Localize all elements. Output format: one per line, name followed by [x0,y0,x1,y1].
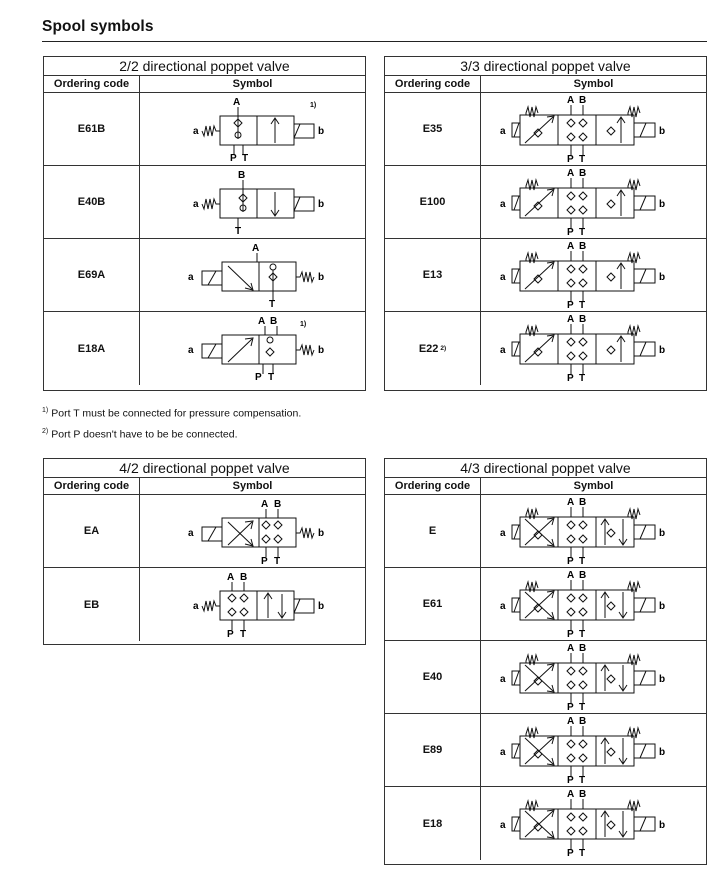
ordering-code: E18A [44,312,140,385]
table-row [44,312,365,385]
valve-symbol-e61b [140,93,365,166]
symbol-cell [140,239,365,311]
port-label-b: B [240,572,248,583]
port-label-p: P [567,556,574,567]
symbol-cell [481,641,706,713]
port-label-b: B [579,716,587,727]
port-label-t: T [579,227,586,238]
side-label-b: b [318,126,325,137]
port-label-t: T [579,556,586,567]
port-label-t: T [579,702,586,713]
side-label-a: a [500,272,506,283]
ordering-code: E35 [385,93,481,165]
column-headers [385,478,706,495]
port-label-p: P [230,153,237,164]
port-label-a: A [567,716,575,727]
valve-symbol-e61 [481,568,706,641]
port-label-a: A [261,499,269,510]
ordering-code: E [385,495,481,567]
table-4-3 [384,458,707,865]
port-label-a: A [258,316,266,327]
valve-symbol-ea [140,495,365,568]
side-label-a: a [500,126,506,137]
port-label-b: B [274,499,282,510]
port-label-b: B [579,241,587,252]
symbol-cell [140,166,365,238]
port-label-t: T [274,556,281,567]
port-label-a: A [567,570,575,581]
port-label-a: A [567,643,575,654]
port-label-a: A [227,572,235,583]
page-title: Spool symbols [42,18,154,35]
table-3-3 [384,56,707,391]
valve-symbol-e22 [481,312,706,385]
valve-symbol-e13 [481,239,706,312]
ordering-code: E18 [385,787,481,860]
valve-symbol-eb [140,568,365,641]
side-label-a: a [500,199,506,210]
port-label-t: T [579,848,586,859]
port-label-t: T [240,629,247,640]
col-ordering-code: Ordering code [44,76,140,92]
ordering-code: E69A [44,239,140,311]
table-row [385,93,706,166]
side-label-b: b [659,199,666,210]
valve-symbol-e40b [140,166,365,239]
table-row [385,312,706,385]
port-label-t: T [579,373,586,384]
footnote-2: $^{2)}$ Port P doesn't have to be be connected. [42,427,238,440]
side-label-a: a [193,126,199,137]
valve-symbol-e18 [481,787,706,860]
port-label-p: P [567,702,574,713]
footnote-mark: 1) [300,321,307,328]
port-label-p: P [567,629,574,640]
side-label-b: b [659,528,666,539]
symbol-cell [481,714,706,786]
symbol-cell [481,166,706,238]
side-label-b: b [318,528,325,539]
side-label-a: a [500,528,506,539]
port-label-p: P [227,629,234,640]
symbol-cell [481,568,706,640]
side-label-b: b [659,820,666,831]
table-row [44,93,365,166]
port-label-p: P [567,373,574,384]
col-ordering-code: Ordering code [385,76,481,92]
footnotes [42,402,301,443]
valve-symbol-e35 [481,93,706,166]
port-label-a: A [567,497,575,508]
footnote-mark: 2) [440,345,447,352]
table-row [385,239,706,312]
side-label-a: a [193,601,199,612]
port-label-t: T [579,775,586,786]
col-ordering-code: Ordering code [385,478,481,494]
ordering-code: E13 [385,239,481,311]
symbol-cell [481,93,706,165]
side-label-b: b [659,601,666,612]
table-row [44,568,365,641]
port-label-b: B [270,316,278,327]
valve-symbol-e40 [481,641,706,714]
col-ordering-code: Ordering code [44,478,140,494]
side-label-a: a [500,601,506,612]
symbol-cell [481,239,706,311]
side-label-a: a [188,272,194,283]
port-label-t: T [242,153,249,164]
ordering-code: E61 [385,568,481,640]
port-label-t: T [268,372,275,383]
symbol-cell [140,93,365,165]
ordering-code: E40B [44,166,140,238]
symbol-cell [481,787,706,860]
column-headers [44,76,365,93]
port-label-a: A [233,97,241,108]
ordering-code: E89 [385,714,481,786]
table-row [385,166,706,239]
port-label-p: P [567,154,574,165]
side-label-a: a [500,674,506,685]
side-label-b: b [318,345,325,356]
port-label-a: A [567,95,575,106]
port-label-a: A [567,789,575,800]
table-2-2 [43,56,366,391]
valve-symbol-e100 [481,166,706,239]
port-label-p: P [567,300,574,311]
port-label-p: P [261,556,268,567]
port-label-a: A [567,168,575,179]
side-label-a: a [188,345,194,356]
table-row [385,495,706,568]
side-label-b: b [659,674,666,685]
table-row [44,239,365,312]
table-row [385,641,706,714]
table-title: 2/2 directional poppet valve [44,57,365,76]
title-rule [42,41,707,42]
port-label-b: B [579,168,587,179]
port-label-b: B [579,789,587,800]
table-row [385,568,706,641]
table-title: 3/3 directional poppet valve [385,57,706,76]
port-label-a: A [567,314,575,325]
side-label-a: a [193,199,199,210]
side-label-b: b [318,272,325,283]
valve-symbol-e89 [481,714,706,787]
col-symbol: Symbol [573,78,614,90]
side-label-a: a [500,747,506,758]
footnote-1: $^{1)}$ Port T must be connected for pressure compensation. [42,407,302,420]
port-label-b: B [238,170,246,181]
port-label-t: T [235,226,242,237]
column-headers [44,478,365,495]
col-symbol: Symbol [573,480,614,492]
ordering-code: EB [44,568,140,641]
table-row [44,166,365,239]
side-label-a: a [188,528,194,539]
ordering-code: E40 [385,641,481,713]
valve-symbol-e18a [140,312,365,385]
table-title: 4/2 directional poppet valve [44,459,365,478]
side-label-b: b [659,272,666,283]
valve-symbol-e69a [140,239,365,312]
port-label-b: B [579,643,587,654]
side-label-b: b [318,601,325,612]
side-label-b: b [318,199,325,210]
port-label-t: T [579,629,586,640]
side-label-a: a [500,820,506,831]
port-label-a: A [567,241,575,252]
column-headers [385,76,706,93]
col-symbol: Symbol [232,78,273,90]
symbol-cell [140,495,365,567]
port-label-b: B [579,497,587,508]
port-label-p: P [567,848,574,859]
port-label-a: A [252,243,260,254]
symbol-cell [481,495,706,567]
footnote-mark: 1) [310,102,317,109]
ordering-code: EA [44,495,140,567]
table-row [44,495,365,568]
port-label-p: P [567,775,574,786]
table-row [385,714,706,787]
ordering-code: E61B [44,93,140,165]
table-row [385,787,706,860]
ordering-code: E100 [385,166,481,238]
port-label-p: P [255,372,262,383]
valve-symbol-e [481,495,706,568]
ordering-code: E22 2) [385,312,481,385]
side-label-b: b [659,345,666,356]
symbol-cell [140,312,365,385]
side-label-a: a [500,345,506,356]
port-label-b: B [579,570,587,581]
symbol-cell [481,312,706,385]
symbol-cell [140,568,365,641]
port-label-t: T [579,300,586,311]
port-label-t: T [579,154,586,165]
port-label-t: T [269,299,276,310]
port-label-p: P [567,227,574,238]
col-symbol: Symbol [232,480,273,492]
table-4-2 [43,458,366,645]
table-title: 4/3 directional poppet valve [385,459,706,478]
side-label-b: b [659,747,666,758]
port-label-b: B [579,314,587,325]
port-label-b: B [579,95,587,106]
side-label-b: b [659,126,666,137]
